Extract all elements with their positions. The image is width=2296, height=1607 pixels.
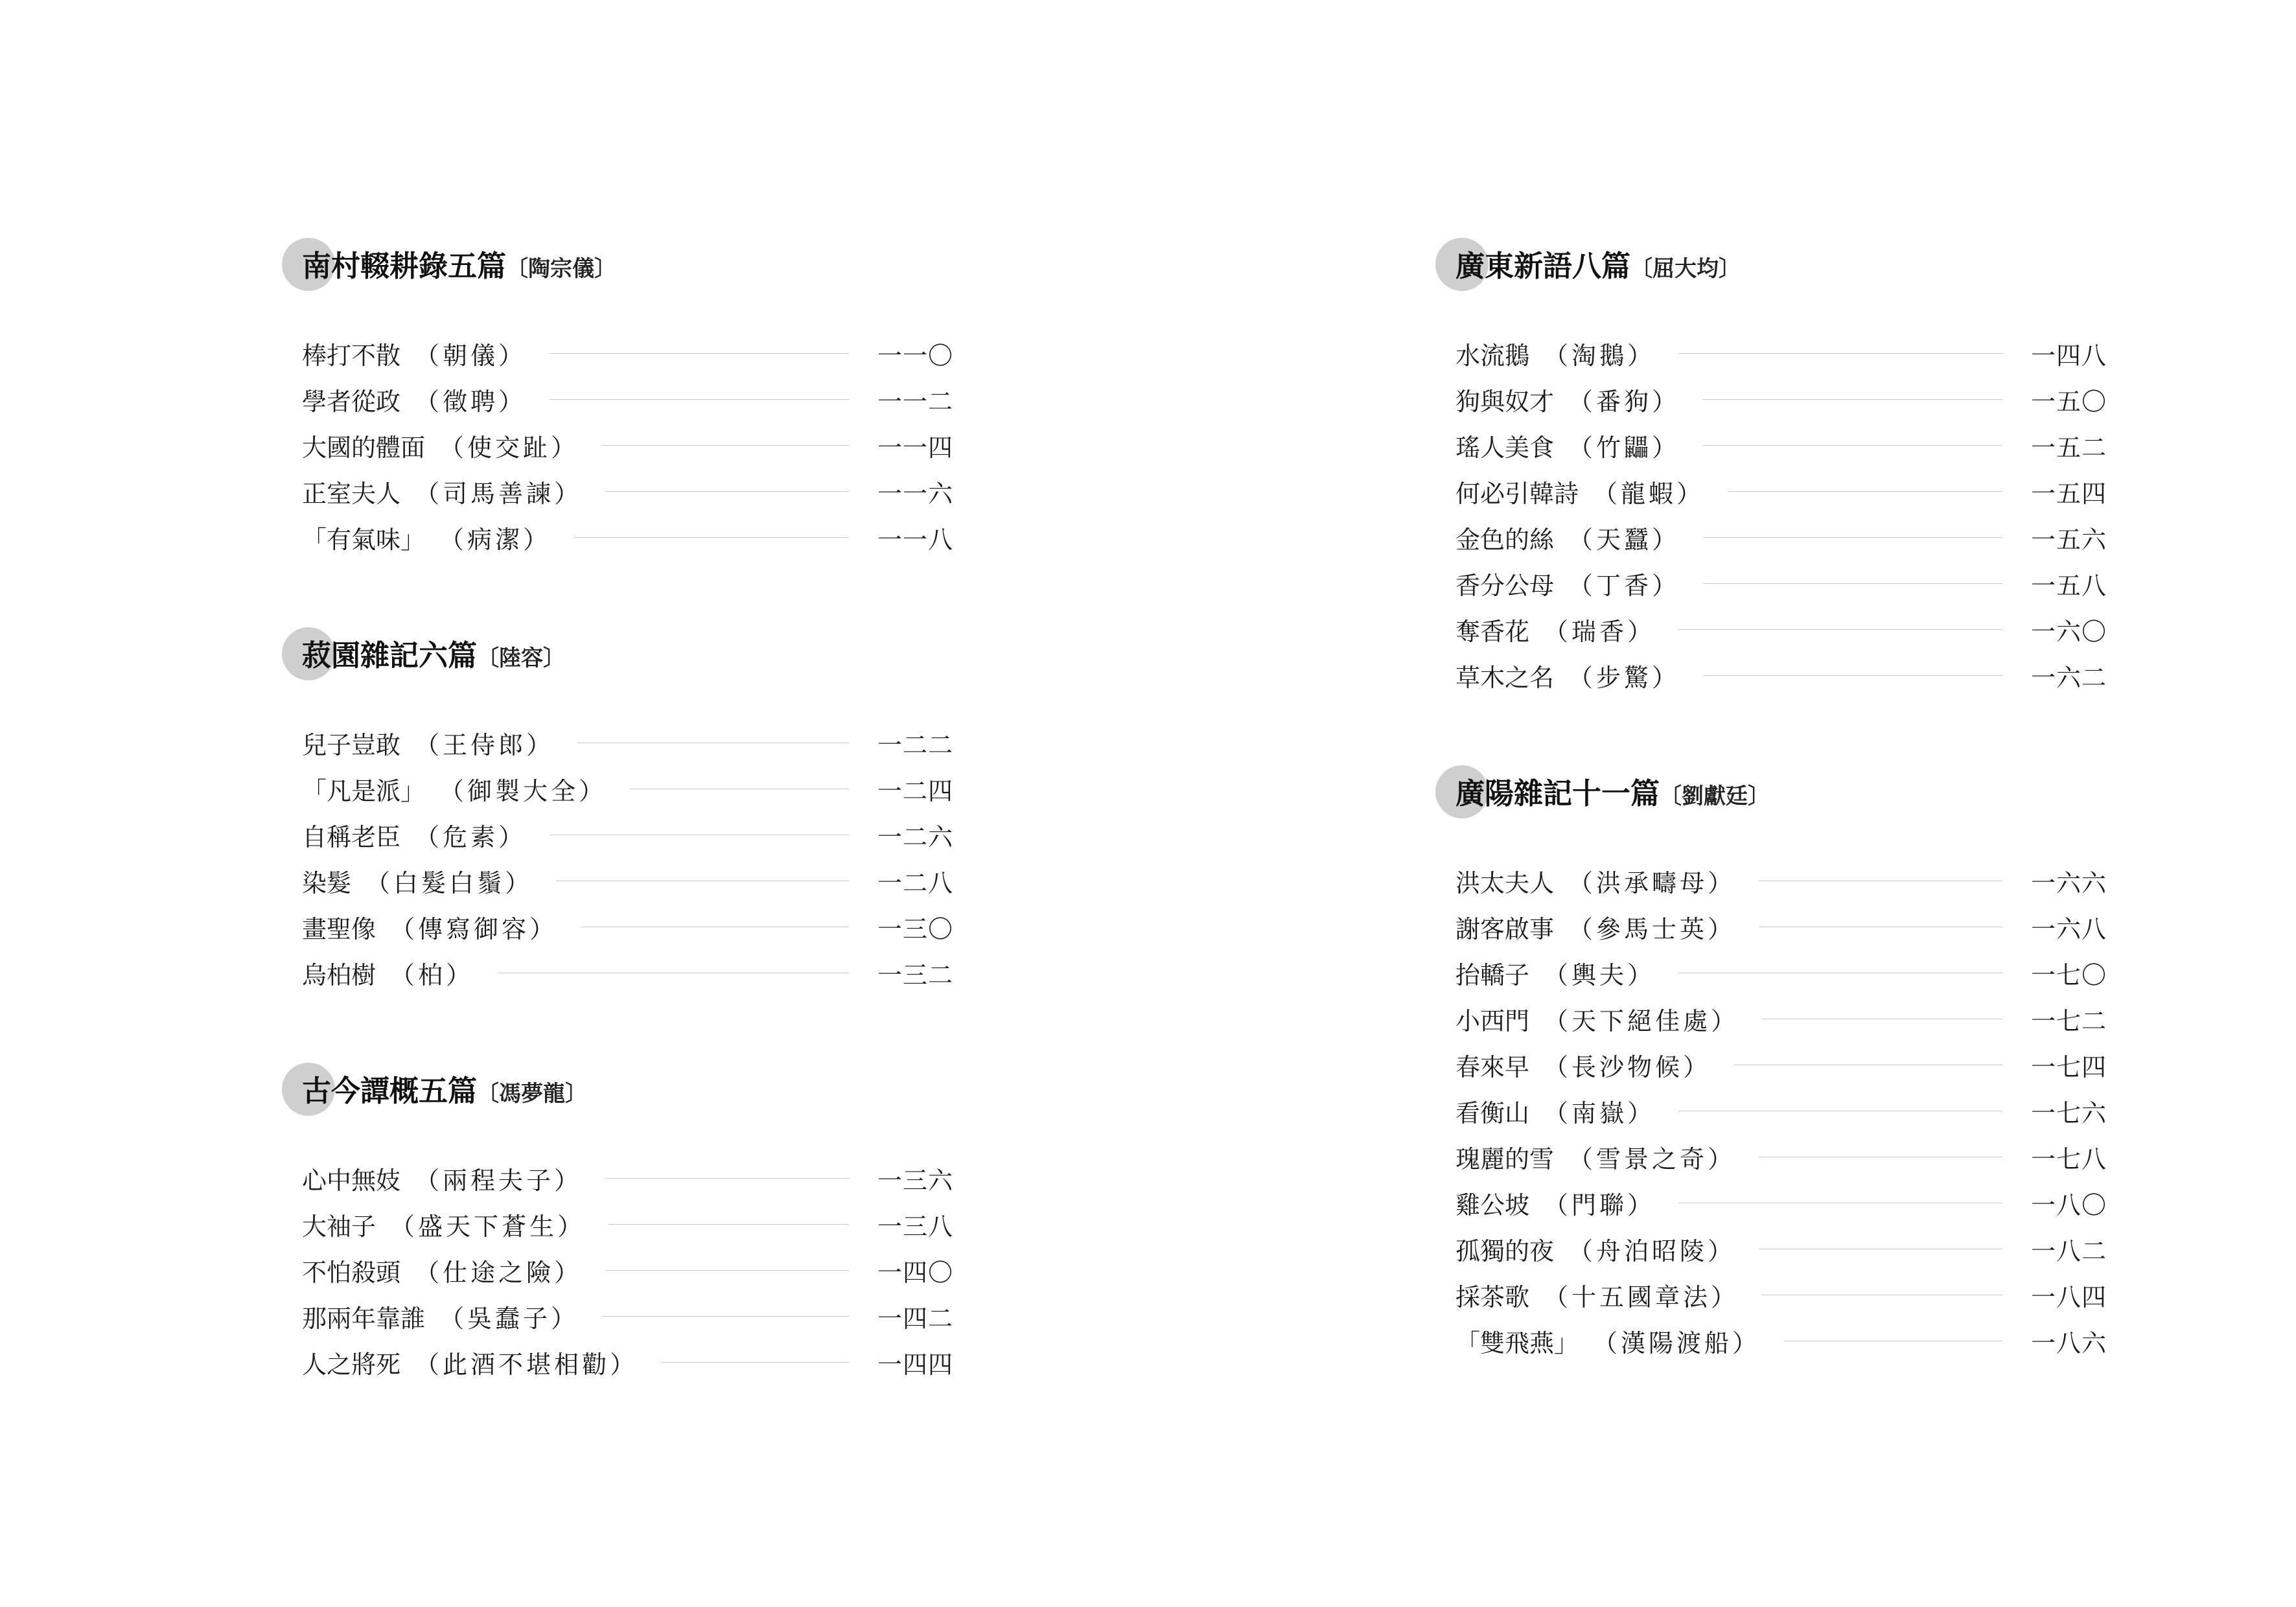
section-author: 〔屈大均〕 [1630,256,1741,282]
page-number: 一二二 [877,731,954,759]
toc-section [1435,233,2106,699]
section-author: 〔陸容〕 [477,645,566,671]
entry-title: 不怕殺頭 [302,1258,401,1287]
toc-entry[interactable] [1435,1134,2106,1180]
entry-title: 畫聖像 [302,915,377,943]
entry-title: 瑰麗的雪 [1455,1145,1555,1173]
toc-entry[interactable] [282,468,953,514]
entry-title: 瑤人美食 [1455,434,1555,462]
entry-subtitle: （丁香） [1568,572,1680,600]
entry-subtitle: （王侍郎） [415,731,555,759]
entry-subtitle: （天下絕佳處） [1544,1007,1739,1035]
toc-entry[interactable] [1435,514,2106,561]
dot-leader [602,1316,849,1317]
entry-title: 棒打不散 [302,341,401,370]
toc-entry[interactable] [1435,376,2106,422]
page-number: 一六八 [2031,915,2107,943]
page-number: 一三二 [877,961,954,989]
entry-subtitle: （天蠶） [1568,526,1680,554]
dot-leader [1703,399,2002,400]
dot-leader [605,1178,849,1179]
page-number: 一八二 [2031,1237,2107,1266]
toc-entry[interactable] [1435,1088,2106,1134]
entry-title: 春來早 [1455,1053,1530,1081]
page-number: 一二四 [877,777,954,805]
page-number: 一四二 [877,1304,954,1333]
page-number: 一一二 [877,387,954,416]
entry-title: 自稱老臣 [302,823,401,851]
entry-title: 水流鵝 [1455,341,1530,370]
section-author: 〔劉獻廷〕 [1660,783,1770,809]
toc-entry[interactable] [1435,904,2106,950]
section-title: 古今譚概五篇 [302,1074,478,1108]
page-number: 一五二 [2031,434,2107,462]
entry-subtitle: （南嶽） [1544,1099,1656,1127]
toc-section [282,623,953,996]
entry-title: 「凡是派」 [302,777,426,805]
page-number: 一一〇 [877,341,954,370]
toc-entry[interactable] [1435,1180,2106,1226]
entry-title: 狗與奴才 [1455,387,1555,416]
toc-entry[interactable] [282,766,953,812]
dot-leader [1678,353,2002,354]
entry-title: 心中無妓 [302,1166,401,1195]
entry-subtitle: （此酒不堪相勸） [415,1350,638,1379]
entry-title: 採茶歌 [1455,1283,1530,1312]
entry-subtitle: （仕途之險） [415,1258,583,1287]
page-number: 一三六 [877,1166,954,1195]
section-author: 〔馮夢龍〕 [477,1081,588,1107]
entry-subtitle: （十五國章法） [1544,1283,1739,1312]
entry-subtitle: （徵聘） [415,387,527,416]
section-author: 〔陶宗儀〕 [506,256,617,282]
entry-title: 烏柏樹 [302,961,377,989]
entry-subtitle: （兩程夫子） [415,1166,583,1195]
entry-title: 「雙飛燕」 [1455,1329,1579,1358]
entry-list [282,720,953,996]
entry-title: 謝客啟事 [1455,915,1555,943]
dot-leader [1703,583,2002,584]
toc-entry[interactable] [282,858,953,904]
toc-section [282,1058,953,1385]
section-title: 南村輟耕錄五篇 [302,249,507,283]
toc-entry[interactable] [1435,561,2106,607]
entry-subtitle: （柏） [390,961,474,989]
page-number: 一三八 [877,1212,954,1241]
page-number: 一八四 [2031,1283,2107,1312]
page-number: 一七四 [2031,1053,2107,1081]
toc-entry[interactable] [1435,1042,2106,1088]
dot-leader [661,1362,849,1363]
toc-entry[interactable] [1435,1226,2106,1272]
entry-subtitle: （龍蝦） [1593,480,1705,508]
entry-subtitle: （傳寫御容） [390,915,558,943]
page-number: 一一八 [877,526,954,554]
entry-title: 香分公母 [1455,572,1555,600]
dot-leader [1728,491,2002,492]
toc-section [1435,761,2106,1364]
toc-entry[interactable] [1435,468,2106,514]
entry-subtitle: （白髮白鬚） [365,869,533,897]
toc-entry[interactable] [282,904,953,950]
toc-entry[interactable] [282,1247,953,1293]
entry-title: 草木之名 [1455,664,1555,692]
entry-title: 奪香花 [1455,618,1530,646]
page-number: 一六二 [2031,664,2107,692]
dot-leader [602,445,849,446]
dot-leader [1678,629,2002,630]
entry-title: 小西門 [1455,1007,1530,1035]
entry-title: 人之將死 [302,1350,401,1379]
dot-leader [550,353,849,354]
toc-entry[interactable] [282,422,953,468]
toc-entry[interactable] [1435,330,2106,376]
page-number: 一二八 [877,869,954,897]
entry-subtitle: （病潔） [439,526,551,554]
page-number: 一七八 [2031,1145,2107,1173]
heading-text [302,251,616,281]
entry-subtitle: （吳蠢子） [439,1304,579,1333]
section-heading [282,623,953,691]
section-heading [282,1058,953,1127]
entry-subtitle: （朝儀） [415,341,527,370]
heading-text [1455,251,1741,281]
toc-entry[interactable] [282,812,953,858]
toc-entry[interactable] [282,950,953,996]
toc-entry[interactable] [1435,1272,2106,1318]
dot-leader [1703,537,2002,538]
section-title: 菽園雜記六篇 [302,638,478,673]
dot-leader [1703,675,2002,676]
page-number: 一八六 [2031,1329,2107,1358]
entry-list [1435,330,2106,699]
page-number: 一八〇 [2031,1191,2107,1220]
toc-entry[interactable] [282,1155,953,1201]
toc-section [282,233,953,561]
entry-subtitle: （長沙物候） [1544,1053,1711,1081]
entry-title: 看衡山 [1455,1099,1530,1127]
entry-list [1435,858,2106,1364]
entry-subtitle: （參馬士英） [1568,915,1736,943]
dot-leader [605,1270,849,1271]
page-number: 一四四 [877,1350,954,1379]
section-gap [1435,699,2106,761]
entry-title: 洪太夫人 [1455,869,1555,897]
entry-title: 那兩年靠誰 [302,1304,426,1333]
entry-subtitle: （雪景之奇） [1568,1145,1736,1173]
entry-title: 「有氣味」 [302,526,426,554]
entry-title: 雞公坡 [1455,1191,1530,1220]
toc-entry[interactable] [282,330,953,376]
toc-entry[interactable] [282,514,953,561]
entry-subtitle: （竹鼺） [1568,434,1680,462]
page-number: 一五〇 [2031,387,2107,416]
page-number: 一五八 [2031,572,2107,600]
page-number: 一五六 [2031,526,2107,554]
section-heading [282,233,953,302]
entry-subtitle: （危素） [415,823,527,851]
entry-subtitle: （步驚） [1568,664,1680,692]
toc-entry[interactable] [1435,422,2106,468]
page-number: 一四〇 [877,1258,954,1287]
entry-subtitle: （洪承疇母） [1568,869,1736,897]
page-number: 一一六 [877,480,954,508]
entry-subtitle: （使交趾） [439,434,579,462]
heading-text [1455,776,1770,811]
entry-title: 大國的體面 [302,434,426,462]
entry-title: 兒子豈敢 [302,731,401,759]
page-number: 一七二 [2031,1007,2107,1035]
entry-title: 孤獨的夜 [1455,1237,1555,1266]
toc-entry[interactable] [1435,1318,2106,1364]
entry-subtitle: （番狗） [1568,387,1680,416]
entry-title: 何必引韓詩 [1455,480,1579,508]
page-number: 一七六 [2031,1099,2107,1127]
dot-leader [605,491,849,492]
page-number: 一二六 [877,823,954,851]
toc-entry[interactable] [1435,950,2106,996]
page-number: 一五四 [2031,480,2107,508]
page-number: 一一四 [877,434,954,462]
dot-leader [550,399,849,400]
entry-subtitle: （漢陽渡船） [1593,1329,1761,1358]
toc-entry[interactable] [1435,996,2106,1042]
entry-subtitle: （淘鵝） [1544,341,1656,370]
entry-subtitle: （舟泊昭陵） [1568,1237,1736,1266]
right-column [1435,233,2106,1364]
entry-list [282,1155,953,1385]
toc-entry[interactable] [282,376,953,422]
page-number: 一七〇 [2031,961,2107,989]
entry-title: 正室夫人 [302,480,401,508]
toc-entry[interactable] [282,720,953,766]
section-heading [1435,761,2106,829]
section-gap [282,996,953,1058]
entry-title: 學者從政 [302,387,401,416]
entry-title: 金色的絲 [1455,526,1555,554]
entry-subtitle: （瑞香） [1544,618,1656,646]
entry-title: 染髮 [302,869,352,897]
entry-subtitle: （盛天下蒼生） [390,1212,586,1241]
section-title: 廣陽雜記十一篇 [1455,776,1660,811]
entry-subtitle: （輿夫） [1544,961,1656,989]
toc-entry[interactable] [282,1339,953,1385]
section-heading [1435,233,2106,302]
toc-entry[interactable] [1435,858,2106,904]
toc-entry[interactable] [282,1293,953,1339]
heading-text [302,638,566,673]
toc-entry[interactable] [1435,607,2106,653]
entry-title: 抬轎子 [1455,961,1530,989]
entry-subtitle: （司馬善諫） [415,480,583,508]
dot-leader [574,537,849,538]
entry-title: 大袖子 [302,1212,377,1241]
dot-leader [1703,445,2002,446]
toc-entry[interactable] [282,1201,953,1247]
entry-subtitle: （御製大全） [439,777,607,805]
section-title: 廣東新語八篇 [1455,249,1631,283]
left-column [282,233,953,1385]
toc-entry[interactable] [1435,653,2106,699]
heading-text [302,1074,588,1108]
section-gap [282,561,953,623]
page-number: 一三〇 [877,915,954,943]
entry-subtitle: （門聯） [1544,1191,1656,1220]
page-number: 一四八 [2031,341,2107,370]
page-number: 一六〇 [2031,618,2107,646]
entry-list [282,330,953,561]
dot-leader [609,1224,849,1225]
page-number: 一六六 [2031,869,2107,897]
